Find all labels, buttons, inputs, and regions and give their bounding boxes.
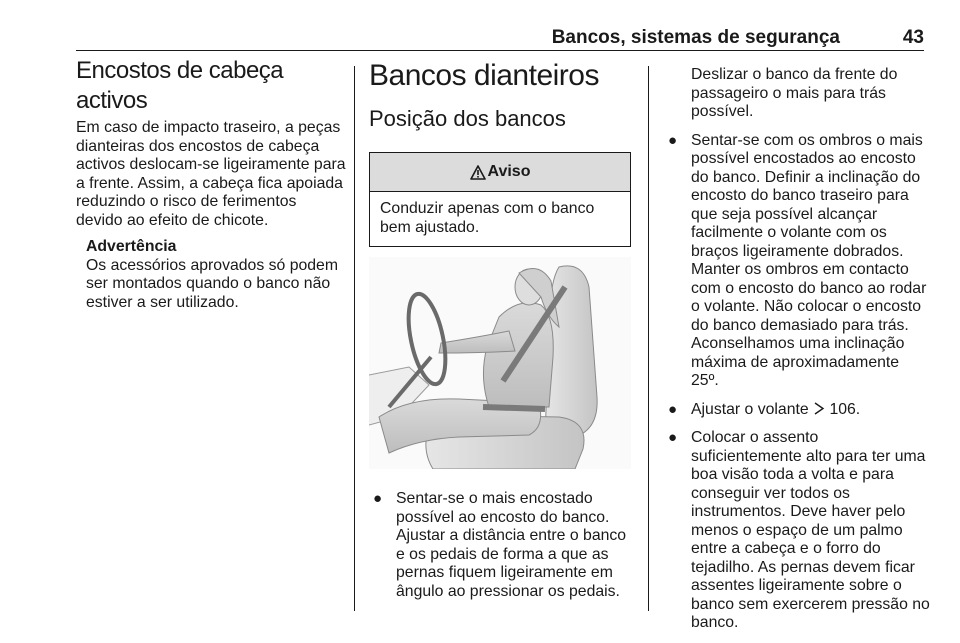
column-middle <box>369 56 634 611</box>
list-item: ● Sentar-se com os ombros o mais possível encostados ao encosto do banco. Definir a inclinação do encosto do banco traseiro para que seja possível alcançar facilmente o volante com os braços ligeiramente dobrados. Manter os ombros em contacto com o encosto do banco ao rodar o volante. Não colocar o encosto do banco demasiado para trás. Aconselhamos uma inclinação máxima de aproximadamente 25º. <box>668 131 927 389</box>
warning-text: Os acessórios aprovados só podem ser montados quando o banco não estiver a ser utilizado. <box>86 256 339 311</box>
seat-position-bullet-list <box>369 490 634 601</box>
subheading-seat-position: Posição dos bancos <box>369 106 566 131</box>
list-item: ● Colocar o assento suficientemente alto para ter uma boa visão toda a volta e para conseguir ver todos os instrumentos. Deve haver pelo menos o espaço de um palmo entre a cabeça e o forro do tejadilho. As pernas devem ficar assentes ligeiramente sobre o banco sem exercerem pressão no banco. <box>668 429 930 631</box>
running-header-title: Bancos, sistemas de segurança <box>551 27 840 48</box>
seat-adjustment-bullet-list <box>664 132 930 633</box>
warning-block <box>86 238 346 312</box>
notice-box <box>369 152 631 247</box>
section-heading-active-headrests: Encostos de cabeça activos <box>76 57 284 114</box>
notice-box-title: Aviso <box>487 163 531 181</box>
column-divider-left <box>354 66 355 611</box>
headrest-intro-paragraph: Em caso de impacto traseiro, a peças dianteiras dos encostos de cabeça activos deslocam-se ligeiramente para a frente. Assim, a cabeça fica apoiada reduzindo o risco de ferimentos devido ao efeito de chicote. <box>76 119 346 229</box>
list-item: ● Sentar-se o mais encostado possível ao encosto do banco. Ajustar a distância entre o banco e os pedais de forma a que as pernas fiquem ligeiramente em ângulo ao pressionar os pedais. <box>373 490 627 600</box>
warning-triangle-icon <box>470 165 486 180</box>
bullet-marker: ● <box>668 400 678 418</box>
bullet-marker: ● <box>373 490 383 508</box>
section-heading-front-seats: Bancos dianteiros <box>369 59 599 92</box>
notice-box-text: Conduzir apenas com o banco bem ajustado. <box>380 200 595 236</box>
bullet-marker: ● <box>668 131 678 149</box>
bullet-marker: ● <box>668 429 678 446</box>
column-divider-right <box>648 66 649 611</box>
driver-seat-position-illustration <box>369 257 631 469</box>
warning-title: Advertência <box>86 238 177 255</box>
page-reference-link[interactable]: 106. <box>829 400 861 418</box>
list-item: ● Ajustar o volante 106. <box>668 400 861 418</box>
page-reference-arrow-icon[interactable] <box>813 402 825 415</box>
header-rule <box>76 50 924 51</box>
page-number: 43 <box>902 27 924 48</box>
column-right <box>664 66 930 643</box>
notice-box-header <box>370 153 630 192</box>
continued-paragraph: Deslizar o banco da frente do passageiro o mais para trás possível. <box>691 66 898 120</box>
column-left <box>76 56 346 312</box>
